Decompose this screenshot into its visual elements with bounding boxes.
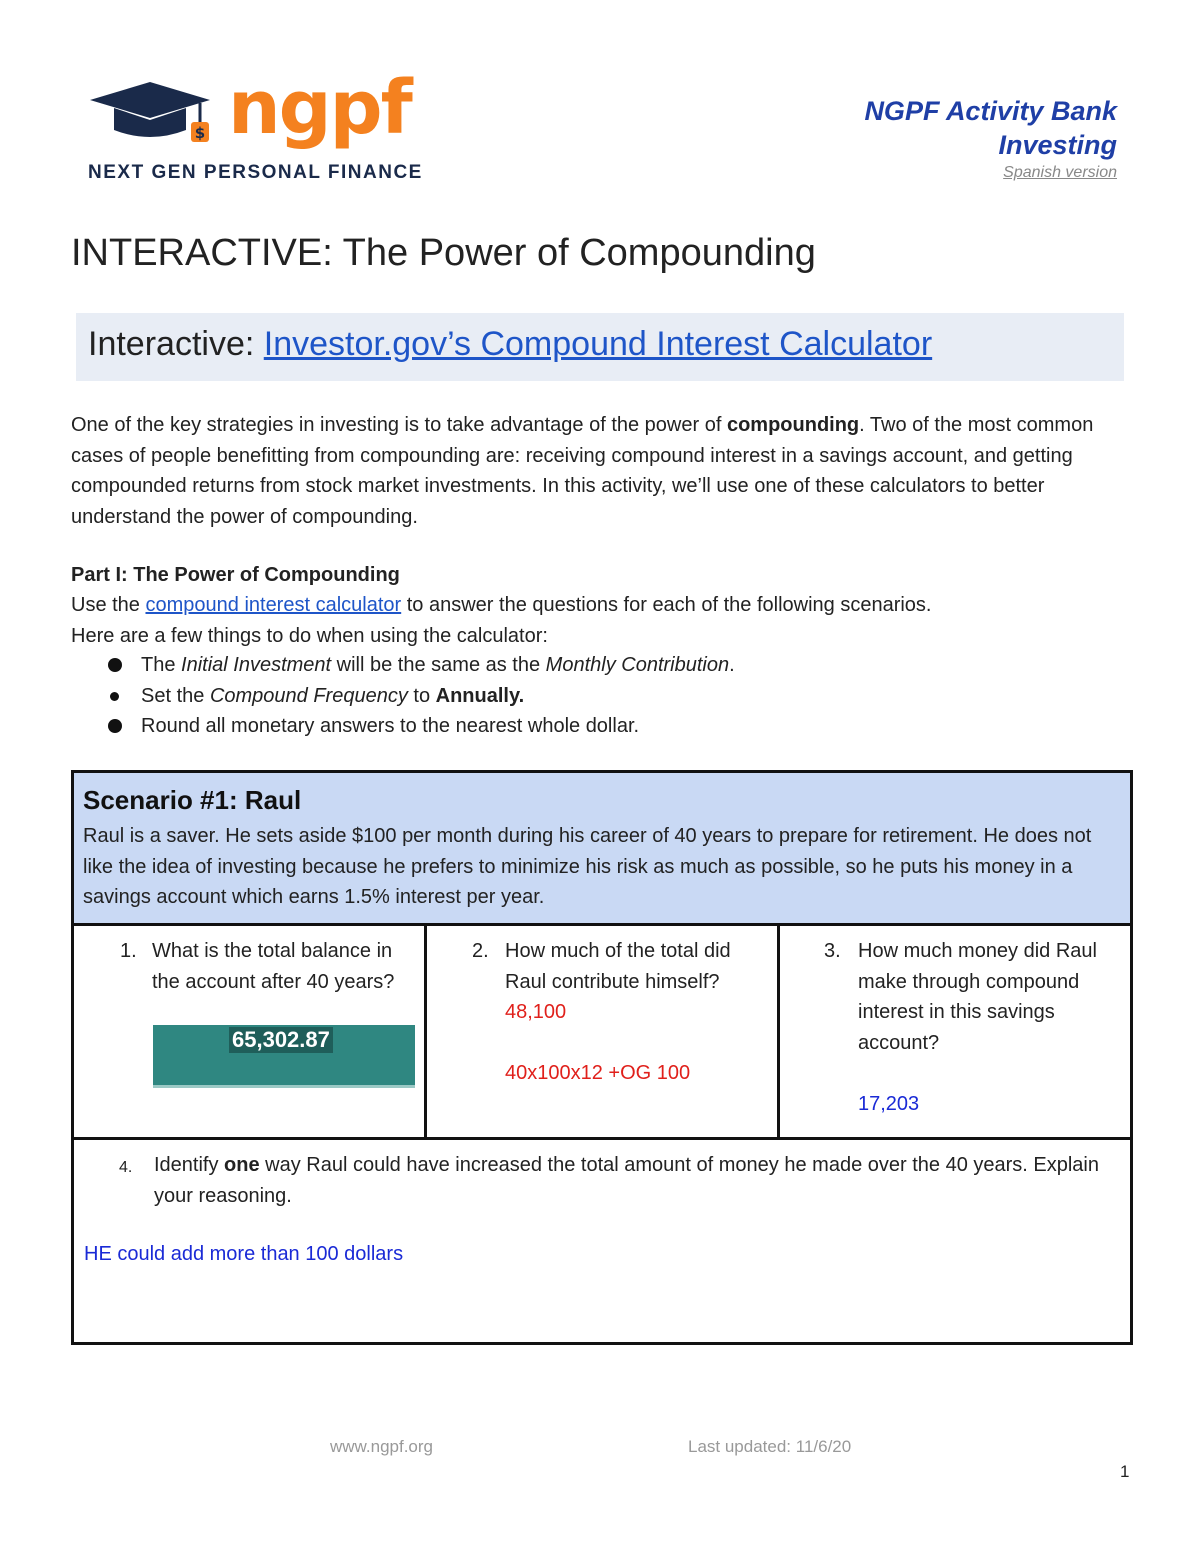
- footer-date: Last updated: 11/6/20: [688, 1437, 852, 1456]
- calculator-link[interactable]: Investor.gov’s Compound Interest Calculator: [263, 325, 933, 363]
- question-4-cell: [74, 1140, 1130, 1342]
- list-item: The Initial Investment will be the same as the Monthly Contribution.: [108, 650, 735, 681]
- answer-value: HE could add more than 100 dollars: [84, 1243, 404, 1265]
- part1-instructions: Use the compound interest calculator to answer the questions for each of the following scenarios. Here are a few things to do when using the calculator:: [71, 594, 932, 647]
- part1-title: Part I: The Power of Compounding: [71, 564, 400, 586]
- question-1-cell: [74, 926, 427, 1137]
- page-number: 1: [1120, 1462, 1130, 1481]
- compounding-bold: compounding: [726, 414, 860, 436]
- footer-url[interactable]: www.ngpf.org: [330, 1437, 433, 1456]
- question-text: What is the total balance in the account after 40 years?: [152, 940, 395, 993]
- header-block: [864, 94, 1117, 182]
- instruction-list: [108, 650, 735, 742]
- scenario-header: [74, 773, 1130, 926]
- question-number: 1.: [120, 940, 137, 962]
- category-label: Investing: [998, 130, 1117, 160]
- question-number: 3.: [824, 940, 841, 962]
- list-item: Round all monetary answers to the nearest whole dollar.: [108, 711, 735, 742]
- answer-value: 48,100: [505, 1001, 567, 1023]
- question-number: 4.: [119, 1159, 133, 1176]
- answer-box: [153, 1025, 415, 1088]
- scenario-table: [71, 770, 1133, 1345]
- svg-text:$: $: [194, 124, 206, 142]
- interactive-callout: [76, 313, 1124, 381]
- list-item: Set the Compound Frequency to Annually.: [108, 681, 735, 712]
- scenario-description: Raul is a saver. He sets aside $100 per month during his career of 40 years to prepare for retirement. He does not like the idea of investing because he prefers to minimize his risk as much as possible, so he puts his money in a savings account which earns 1.5% interest per year.: [83, 825, 1092, 908]
- activity-bank-label: NGPF Activity Bank: [864, 96, 1117, 126]
- scenario-title: Scenario #1: Raul: [83, 785, 302, 815]
- spanish-version-link[interactable]: Spanish version: [1003, 164, 1117, 181]
- question-text: How much of the total did Raul contribute himself? 48,100 40x100x12 +OG 100: [505, 940, 731, 1084]
- ngpf-logo: [88, 65, 428, 188]
- answer-value: 17,203: [858, 1092, 920, 1115]
- logo-wordmark: ngpf: [228, 65, 411, 151]
- logo-tagline: NEXT GEN PERSONAL FINANCE: [88, 162, 423, 183]
- question-number: 2.: [472, 940, 489, 962]
- question-text: Identify one way Raul could have increased the total amount of money he made over the 40 years. Explain your reasoning.: [154, 1154, 1099, 1207]
- page-title: INTERACTIVE: The Power of Compounding: [71, 232, 816, 274]
- question-3-cell: [780, 926, 1130, 1137]
- answer-work: 40x100x12 +OG 100: [505, 1062, 691, 1084]
- graduation-cap-icon: [88, 78, 218, 148]
- callout-prefix: Interactive:: [88, 325, 264, 363]
- question-2-cell: [427, 926, 780, 1137]
- question-text: How much money did Raul make through compound interest in this savings account? 17,203: [858, 940, 1097, 1115]
- compound-calculator-link[interactable]: compound interest calculator: [145, 594, 402, 616]
- intro-paragraph: One of the key strategies in investing is to take advantage of the power of compounding. Two of the most common cases of people benefitting from compounding are: receiving compound interest in a savings account, and getting compounded returns from stock market investments. In this activity, we’ll use one of these calculators to better understand the power of compounding.: [71, 414, 1094, 528]
- answer-value: 65,302.87: [229, 1027, 333, 1053]
